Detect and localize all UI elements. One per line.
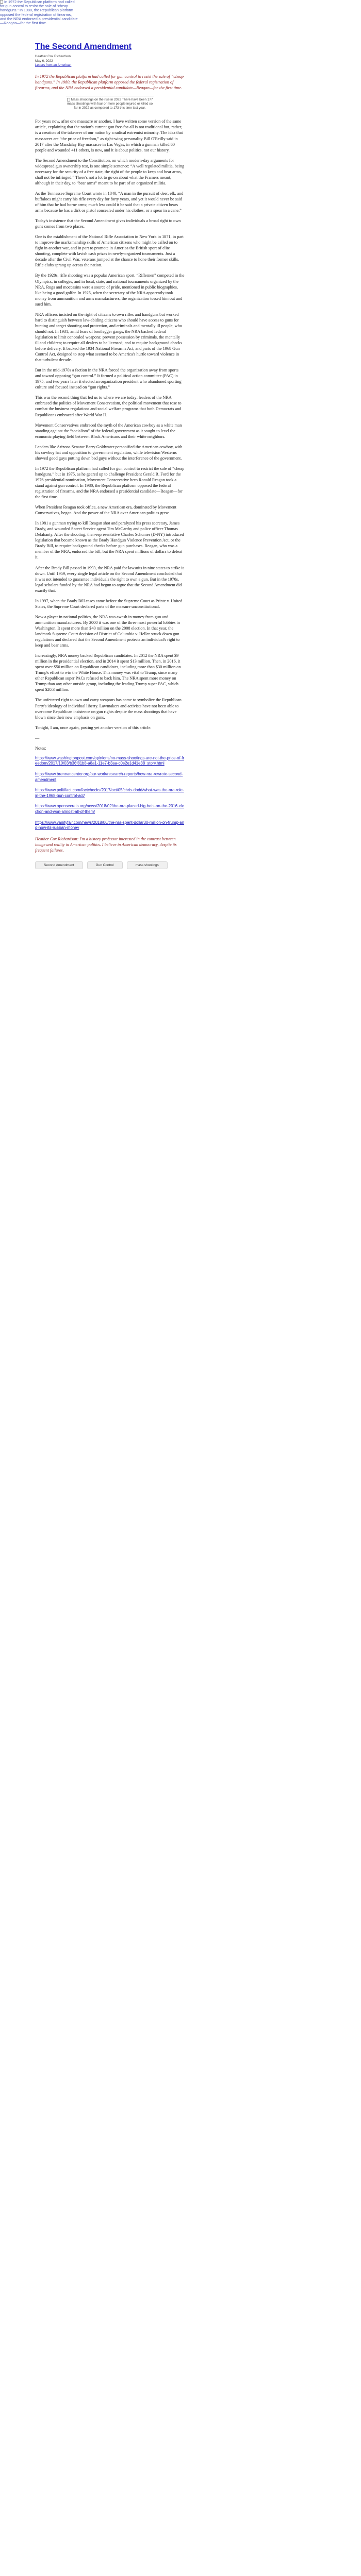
paragraph: Today's insistence that the Second Amendment gives individuals a broad right to own guns comes from two places. bbox=[35, 218, 181, 229]
paragraph: The Second Amendment to the Constitution, on which modern-day arguments for widespread gun ownership rest, is one simple sentence: “A well regulated militia, being necessary for the security of a free state, the right of the people to keep and bear arms, shall not be infringed.” There's not a lot to go on about what the Framers meant, although in their day, to “bear arms” meant to be part of an organized militia. bbox=[35, 158, 185, 185]
paragraph: Increasingly, NRA money backed Republican candidates. In 2012 the NRA spent $9 million in the presidential election, and in 2014 it spent $13 million. Then, in 2016, it spent over $50 million on Republican candidates, including more than $30 million on Trump's effort to win the White House. This money was vital to Trump, since many other Republican super PACs refused to back him. The NRA spent more money on Trump than any other outside group, including the leading Trump super PAC, which spent $20.3 million. bbox=[35, 653, 181, 692]
note-item bbox=[35, 804, 185, 815]
tag-list bbox=[35, 861, 169, 869]
note-item bbox=[35, 772, 185, 783]
header-image-alt-text: In 1972 the Republican platform had called for gun control to resist the sale of “cheap handguns.” In 1980, the Republican platform opposed the federal registration of firearms, and the NRA endorsed a presidential candidate—Reagan—for the first time. bbox=[0, 0, 78, 26]
paragraph: The unfettered right to own and carry weapons has come to symbolize the Republican Party's ideology of individual liberty. Lawmakers and activists have not been able to overcome Republican insistence on gun rights despite the mass shootings that have blown since their new emphasis on guns. bbox=[35, 698, 182, 720]
notes-separator: — bbox=[35, 735, 40, 740]
author-bio: Heather Cox Richardson: I'm a history professor interested in the contrast between image and reality in American politics. I believe in American democracy, despite its frequent failures. bbox=[35, 836, 177, 853]
paragraph: By the 1920s, rifle shooting was a popular American sport. “Riflemen” competed in the Olympics, in colleges, and in local, state, and national tournaments organized by the NRA. Rugs and moccasins were a source of pride, mentioned in public biographies, like being a good golfer. In 1925, when the secretary of the NRA apparently took money from ammunition and arms manufacturers, the organization tossed him out and sued him. bbox=[35, 273, 185, 307]
article bbox=[35, 42, 185, 869]
note-link[interactable]: https://www.politifact.com/factchecks/2017/oct/05/chris-dodd/what-was-the-nra-role-in-the-1968-gun-control-act/ bbox=[35, 788, 184, 798]
header-image bbox=[0, 0, 78, 33]
paragraph: This was the second thing that led us to where we are today: leaders of the NRA embraced the politics of Movement Conservatism, the political movement that rose to combat the business regulations and social welfare programs that both Democrats and Republicans embraced after World War II. bbox=[35, 395, 182, 417]
paragraph: As the Tennessee Supreme Court wrote in 1840, “A man in the pursuit of deer, elk, and buffaloes might carry his rifle every day for forty years, and yet it would never be said of him that he had borne arms; much less could it be said that a private citizen bears arms because he has a dirk or pistol concealed under his clothes, or a spear in a cane.” bbox=[35, 191, 184, 213]
article-body bbox=[35, 118, 185, 853]
paragraph: In 1972 the Republican platform had called for gun control to restrict the sale of “cheap handguns,” but in 1975, as he geared up to challenge President Gerald R. Ford for the 1976 presidential nomination, Movement Conservative hero Ronald Reagan took a stand against gun control. In 1980, the Republican platform opposed the federal registration of firearms, and the NRA endorsed a presidential candidate—Reagan—for the first time. bbox=[35, 466, 185, 500]
blog-link[interactable]: Letters from an American bbox=[35, 63, 72, 67]
tag-mass-shootings[interactable]: mass shootings bbox=[127, 861, 168, 869]
tag-second-amendment[interactable]: Second Amendment bbox=[35, 861, 83, 869]
paragraph: NRA officers insisted on the right of citizens to own rifles and handguns but worked hard to distinguish between law-abiding citizens who should have access to guns for hunting and target shooting and protection, and criminals and mentally ill people, who should not. In 1931, amid fears of bootlegger gangs, the NRA backed federal legislation to limit concealed weapons; prevent possession by criminals, the mentally ill and children; to require all dealers to be licensed; and to require background checks before delivery. It backed the 1934 National Firearms Act, and parts of the 1968 Gun Control Act, designed to stop what seemed to be America's hurtle toward violence in that turbulent decade. bbox=[35, 312, 182, 363]
note-item bbox=[35, 820, 185, 831]
note-link[interactable]: https://www.washingtonpost.com/opinions/no-mass-shootings-are-not-the-price-of-freedom/2017/10/03/b36f81b8-a8a1-11e7-b3aa-c0e2e1d41e38_story.html bbox=[35, 755, 185, 766]
post-title[interactable]: The Second Amendment bbox=[35, 42, 132, 51]
paragraph: But in the mid-1970s a faction in the NRA forced the organization away from sports and toward opposing “gun control.” It formed a political action committee (PAC) in 1975, and two years later it elected an organization president who abandoned sporting culture and focused instead on “gun rights.” bbox=[35, 368, 182, 390]
paragraph: Tonight, I am, once again, posting yet another version of this article. bbox=[35, 725, 152, 730]
note-link[interactable]: https://www.opensecrets.org/news/2018/02/the-nra-placed-big-bets-on-the-2016-election-and-won-almost-all-of-them/ bbox=[35, 804, 185, 814]
paragraph: For years now, after one massacre or another, I have written some version of the same article, explaining that the nation's current gun free-for-all is not traditional but, rather, is a creation of the takeover of our nation by a radical extremist minority. The idea that massacres are “the price of freedom,” as right-wing personality Bill O'Reilly said in 2017 after the Mandalay Bay massacre in Las Vegas, in which a gunman killed 60 people and wounded 411 others, is new, and it is about politics, not our history. bbox=[35, 119, 183, 152]
paragraph: Movement Conservatives embraced the myth of the American cowboy as a white man standing against the “socialism” of the federal government as it sought to level the economic playing field between Black Americans and their white neighbors. bbox=[35, 422, 182, 439]
note-link[interactable]: https://www.vanityfair.com/news/2018/06/the-nra-spent-dollar30-million-on-trump-and-now-its-russian-money bbox=[35, 820, 185, 831]
paragraph: After the Brady Bill passed in 1993, the NRA paid for lawsuits in nine states to strike it down. Until 1959, every single legal article on the Second Amendment concluded that it was not intended to guarantee individuals the right to own a gun. But in the 1970s, legal scholars funded by the NRA had begun to argue that the Second Amendment did exactly that. bbox=[35, 565, 184, 593]
broken-image-icon bbox=[67, 98, 70, 101]
photo-caption bbox=[66, 96, 154, 110]
notes-list bbox=[35, 756, 185, 831]
note-item bbox=[35, 756, 185, 767]
tag-gun-control[interactable]: Gun Control bbox=[87, 861, 123, 869]
paragraph: In 1981 a gunman trying to kill Reagan shot and paralyzed his press secretary, James Brady, and wounded Secret Service agent Tim McCarthy and police officer Thomas Delahanty. After the shooting, then-representative Charles Schumer (D-NY) introduced legislation that became known as the Brady Handgun Violence Prevention Act, or the Brady Bill, to require background checks before gun purchases. Reagan, who was a member of the NRA, endorsed the bill, but the NRA spent millions of dollars to defeat it. bbox=[35, 521, 184, 560]
lede: In 1972 the Republican platform had called for gun control to resist the sale of “cheap handguns.” In 1980, the Republican platform opposed the federal registration of firearms, and the NRA endorsed a presidential candidate—Reagan—for the first time. bbox=[35, 74, 184, 91]
photo-caption-text: Mass shootings on the rise in 2022 There have been 177 mass shootings with four or more people injured or killed so far in 2022 as compared to 173 this time last year. bbox=[67, 98, 153, 110]
note-link[interactable]: https://www.brennancenter.org/our-work/research-reports/how-nra-rewrote-second-amendment bbox=[35, 771, 183, 782]
paragraph: Leaders like Arizona Senator Barry Goldwater personified the American cowboy, with his cowboy hat and opposition to government regulation, while television Westerns showed good guys putting down bad guys without the interference of the government. bbox=[35, 444, 183, 461]
paragraph: When President Reagan took office, a new American era, dominated by Movement Conservatives, began. And the power of the NRA over American politics grew. bbox=[35, 505, 177, 516]
paragraph: In 1997, when the Brady Bill cases came before the Supreme Court as Printz v. United States, the Supreme Court declared parts of the measure unconstitutional. bbox=[35, 598, 183, 609]
paragraph: Now a player in national politics, the NRA was awash in money from gun and ammunition manufacturers. By 2000 it was one of the three most powerful lobbies in Washington. It spent more than $40 million on the 2008 election. In that year, the landmark Supreme Court decision of District of Columbia v. Heller struck down gun regulations and declared that the Second Amendment protects an individual's right to keep and bear arms. bbox=[35, 614, 180, 648]
broken-image-icon bbox=[0, 0, 3, 4]
notes-heading: Notes: bbox=[35, 745, 46, 751]
post-date: May 6, 2022 bbox=[35, 59, 53, 63]
author-name: Heather Cox Richardson bbox=[35, 55, 71, 58]
note-item bbox=[35, 788, 185, 799]
byline bbox=[35, 55, 185, 68]
paragraph: One is the establishment of the National Rifle Association in New York in 1871, in part to improve the marksmanship skills of American citizens who might be called on to fight in another war, and in part to promote in America the British sport of elite shooting, complete with lavish cash prizes in newly-organized tournaments. Just a decade after the Civil War, veterans jumped at the chance to hone their former skills. Rifle clubs sprang up across the nation. bbox=[35, 234, 184, 268]
